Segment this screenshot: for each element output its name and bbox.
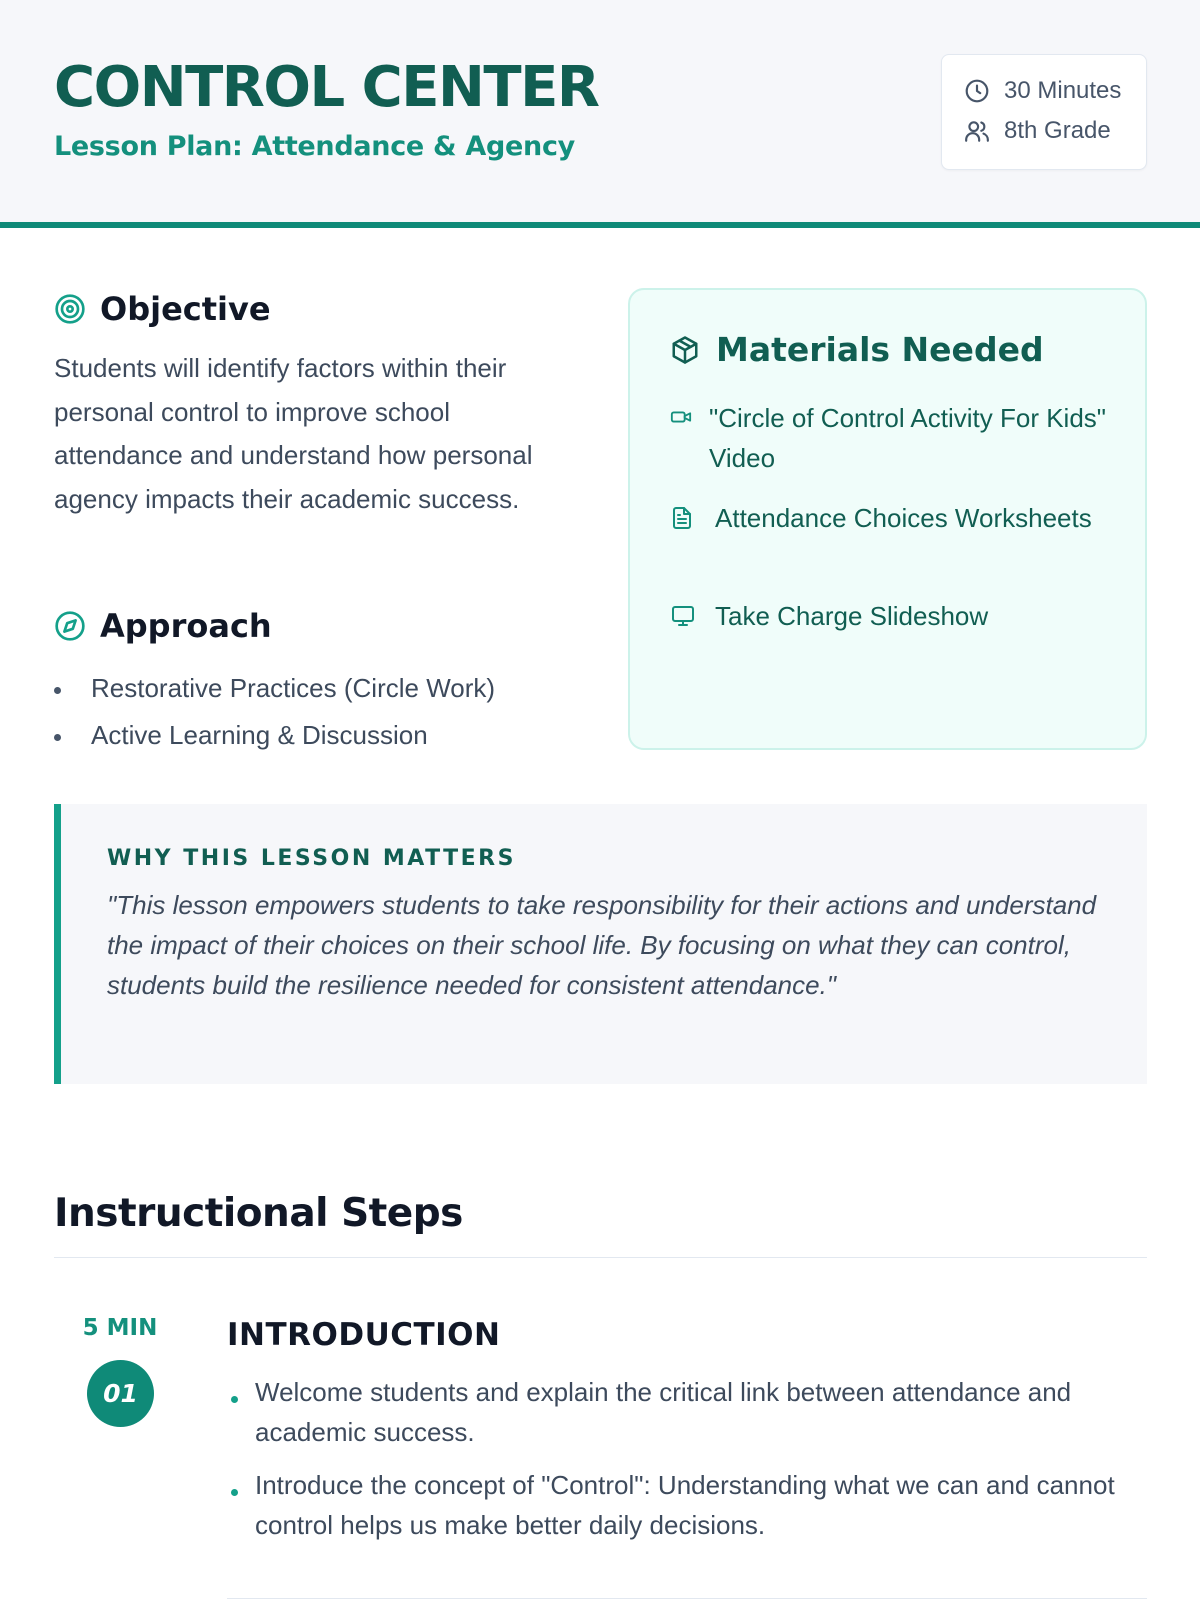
material-label: Take Charge Slideshow: [715, 601, 989, 631]
approach-item: Active Learning & Discussion: [54, 712, 495, 759]
lesson-meta-card: [941, 54, 1147, 170]
material-label: Attendance Choices Worksheets: [715, 503, 1092, 533]
monitor-icon: [670, 596, 715, 636]
compass-icon: [54, 610, 86, 642]
approach-heading-row: [54, 607, 272, 645]
package-icon: [670, 335, 700, 365]
document-icon: [670, 498, 715, 538]
materials-heading: Materials Needed: [716, 330, 1044, 369]
page-subtitle: Lesson Plan: Attendance & Agency: [54, 131, 575, 162]
step-point: Welcome students and explain the critical link between attendance and academic success.: [227, 1372, 1127, 1452]
approach-list: [54, 665, 495, 759]
users-icon: [964, 118, 990, 144]
target-icon: [54, 293, 86, 325]
page-title: CONTROL CENTER: [54, 55, 599, 120]
grade-meta: [964, 117, 1111, 145]
material-item-video: [670, 398, 1110, 478]
objective-heading: Objective: [100, 290, 271, 328]
materials-card: [628, 288, 1147, 750]
clock-icon: [964, 78, 990, 104]
step-number-badge: 01: [87, 1360, 154, 1427]
approach-item: Restorative Practices (Circle Work): [54, 665, 495, 712]
objective-heading-row: [54, 290, 271, 328]
video-icon: [670, 398, 709, 478]
grade-text: 8th Grade: [1004, 117, 1111, 144]
materials-heading-row: [670, 330, 1044, 369]
duration-meta: [964, 77, 1121, 105]
why-label: WHY THIS LESSON MATTERS: [107, 846, 516, 871]
step-divider: [227, 1598, 1147, 1599]
material-item-worksheets: [670, 498, 1110, 538]
duration-text: 30 Minutes: [1004, 77, 1122, 104]
steps-divider: [54, 1257, 1147, 1258]
step-point: Introduce the concept of "Control": Understanding what we can and cannot control helps us make better daily decisions.: [227, 1465, 1127, 1545]
approach-heading: Approach: [100, 607, 272, 645]
step-points: [227, 1372, 1127, 1558]
step-duration: 5 MIN: [82, 1315, 158, 1341]
why-quote: "This lesson empowers students to take responsibility for their actions and understand the impact of their choices on their school life. By focusing on what they can control, students build the resilience needed for consistent attendance.": [107, 890, 1097, 1000]
objective-text: Students will identify factors within their personal control to improve school attendance and understand how personal agency impacts their academic success.: [54, 353, 533, 514]
why-callout: [54, 804, 1147, 1084]
material-item-slideshow: [670, 596, 1110, 636]
steps-heading: Instructional Steps: [54, 1191, 463, 1236]
step-title: INTRODUCTION: [227, 1317, 501, 1353]
page-header: [0, 0, 1200, 228]
material-label: "Circle of Control Activity For Kids" Video: [709, 403, 1107, 473]
